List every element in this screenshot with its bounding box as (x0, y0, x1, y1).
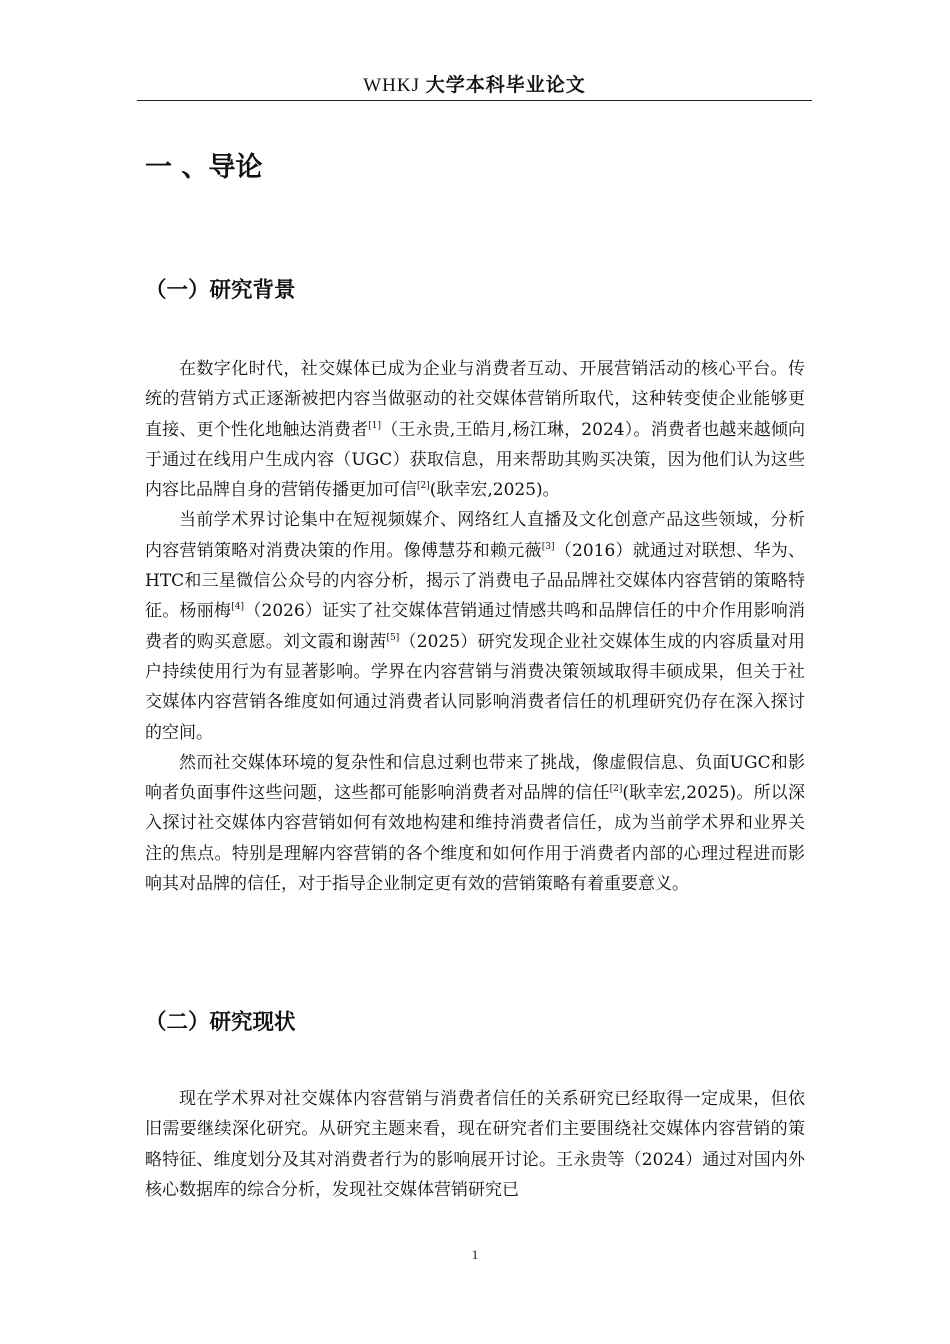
citation-marker: [5] (386, 632, 400, 643)
citation-marker: [2] (609, 784, 623, 795)
page-header (137, 70, 812, 101)
citation-marker: [3] (541, 541, 555, 552)
paragraph (145, 505, 805, 747)
section-title-background: （一）研究背景 (145, 278, 296, 303)
header-title: 大学本科毕业论文 (425, 74, 586, 96)
citation-marker: [1] (368, 420, 382, 431)
paragraph-text: (耿幸宏,2025)。所以深入探讨社交媒体内容营销如何有效地构建和维持消费者信任，成为当前学术界和业界关注的焦点。特别是理解内容营销的各个维度和如何作用于消费者内部的心理过程进而影响其对品牌的信任，对于指导企业制定更有效的营销策略有着重要意义。 (145, 783, 805, 895)
section-title-status: （二）研究现状 (145, 1010, 296, 1035)
paragraph-text: （2025）研究发现企业社交媒体生成的内容质量对用户持续使用行为有显著影响。学界在内容营销与消费决策领域取得丰硕成果，但关于社交媒体内容营销各维度如何通过消费者认同影响消费者信任的机理研究仍存在深入探讨的空间。 (145, 631, 806, 743)
paragraph-text: （2026）证实了社交媒体营销通过情感共鸣和品牌信任的中介作用影响消费者的购买意愿。刘文霞和谢茜 (145, 601, 805, 652)
page-number: 1 (471, 1247, 479, 1262)
paragraph-text: 当前学术界讨论集中在短视频媒介、网络红人直播及文化创意产品这些领域，分析内容营销策略对消费决策的作用。像傅慧芬和赖元薇 (145, 510, 805, 561)
section-body-status (145, 1084, 805, 1205)
paragraph-text: (耿幸宏,2025)。 (429, 480, 560, 501)
header-school-code: WHKJ (363, 75, 426, 96)
paragraph (145, 354, 805, 505)
citation-marker: [4] (231, 602, 244, 613)
section-body-background (145, 354, 805, 899)
paragraph-text: （2016）就通过对联想、华为、HTC和三星微信公众号的内容分析，揭示了消费电子品品牌社交媒体内容营销的策略特征。杨丽梅 (145, 540, 806, 622)
paragraph-text: 然而社交媒体环境的复杂性和信息过剩也带来了挑战，像虚假信息、负面UGC和影响者负面事件这些问题，这些都可能影响消费者对品牌的信任 (145, 752, 805, 804)
paragraph-text: 在数字化时代，社交媒体已成为企业与消费者互动、开展营销活动的核心平台。传统的营销方式正逐渐被把内容当做驱动的社交媒体营销所取代，这种转变使企业能够更直接、更个性化地触达消费者 (145, 359, 805, 440)
paragraph-text: （王永贵,王皓月,杨江琳，2024）。消费者也越来越倾向于通过在线用户生成内容（UGC）获取信息，用来帮助其购买决策，因为他们认为这些内容比品牌自身的营销传播更加可信 (145, 419, 806, 501)
paragraph: 现在学术界对社交媒体内容营销与消费者信任的关系研究已经取得一定成果，但依旧需要继续深化研究。从研究主题来看，现在研究者们主要围绕社交媒体内容营销的策略特征、维度划分及其对消费者行为的影响展开讨论。王永贵等（2024）通过对国内外核心数据库的综合分析，发现社交媒体营销研究已 (145, 1089, 805, 1200)
citation-marker: [2] (417, 481, 430, 492)
chapter-title: 一 、导论 (145, 152, 263, 183)
paragraph (145, 748, 805, 899)
